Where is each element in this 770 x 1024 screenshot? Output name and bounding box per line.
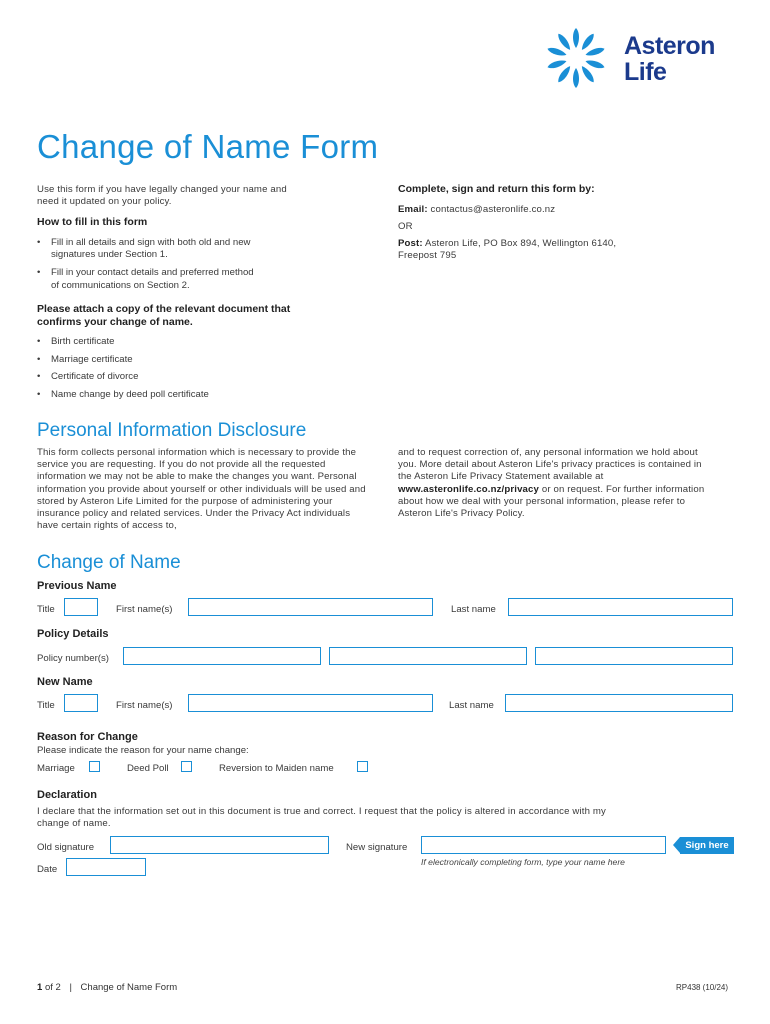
page-number: 1 — [37, 982, 43, 993]
declaration-heading: Declaration — [37, 789, 97, 801]
new-name-heading: New Name — [37, 676, 93, 688]
intro-text: Use this form if you have legally changed your name and need it updated on your policy. — [37, 184, 287, 208]
sign-note: If electronically completing form, type your name here — [421, 857, 625, 867]
prev-title-input[interactable] — [64, 598, 98, 616]
footer-separator: | — [69, 982, 72, 993]
steps-list — [37, 237, 262, 292]
reason-deed-poll-label: Deed Poll — [127, 763, 169, 774]
disclosure-col2 — [398, 447, 708, 520]
prev-title-label: Title — [37, 604, 55, 615]
email-label: Email: — [398, 204, 428, 215]
form-code: RP438 (10/24) — [676, 983, 729, 992]
list-item: • Birth certificate — [37, 336, 297, 348]
new-signature-label: New signature — [346, 842, 408, 853]
reason-marriage-checkbox[interactable] — [89, 761, 100, 772]
page-of: of 2 — [44, 982, 61, 993]
page-title: Change of Name Form — [37, 128, 379, 165]
post-label: Post: — [398, 238, 423, 249]
list-item: • Fill in your contact details and preferred method of communications on Section 2. — [37, 267, 262, 291]
how-to-heading: How to fill in this form — [37, 216, 148, 228]
asteron-star-icon — [540, 22, 612, 94]
reason-deed-poll-checkbox[interactable] — [181, 761, 192, 772]
prev-first-names-input[interactable] — [188, 598, 433, 616]
footer-left — [37, 982, 177, 993]
return-post — [398, 238, 658, 262]
reason-maiden-checkbox[interactable] — [357, 761, 368, 772]
asteron-logo — [540, 22, 740, 94]
policy-number-input-3[interactable] — [535, 647, 733, 665]
disclosure-heading: Personal Information Disclosure — [37, 420, 307, 441]
new-title-label: Title — [37, 700, 55, 711]
old-signature-label: Old signature — [37, 842, 95, 853]
date-label: Date — [37, 864, 58, 875]
prev-last-name-label: Last name — [451, 604, 496, 615]
policy-number-input-1[interactable] — [123, 647, 321, 665]
logo-text-life: Life — [624, 58, 667, 86]
previous-name-heading: Previous Name — [37, 580, 117, 592]
post-value: Asteron Life, PO Box 894, Wellington 6140, Freepost 795 — [398, 238, 617, 262]
list-item: • Name change by deed poll certificate — [37, 389, 297, 401]
new-first-names-input[interactable] — [188, 694, 433, 712]
documents-list — [37, 336, 297, 401]
reason-prompt: Please indicate the reason for your name change: — [37, 745, 249, 756]
return-heading: Complete, sign and return this form by: — [398, 183, 595, 195]
disclosure-col2-b: or on request. For further information about how we deal with your personal information, please refer to Asteron Life's Privacy Policy. — [398, 483, 705, 520]
return-or: OR — [398, 221, 413, 232]
declaration-text: I declare that the information set out in this document is true and correct. I request that the policy is altered in accordance with my change of name. — [37, 806, 606, 830]
reason-heading: Reason for Change — [37, 731, 138, 743]
logo-text-asteron: Asteron — [624, 32, 715, 60]
disclosure-col2-a: and to request correction of, any personal information we hold about you. More detail about Asteron Life's privacy practices is contained in the Asteron Life Privacy Statement available at — [398, 447, 702, 483]
date-input[interactable] — [66, 858, 146, 876]
old-signature-input[interactable] — [110, 836, 329, 854]
email-value[interactable]: contactus@asteronlife.co.nz — [430, 204, 556, 215]
new-signature-input[interactable] — [421, 836, 666, 854]
new-last-name-label: Last name — [449, 700, 494, 711]
list-item: • Certificate of divorce — [37, 371, 297, 383]
new-title-input[interactable] — [64, 694, 98, 712]
change-of-name-heading: Change of Name — [37, 552, 181, 573]
reason-maiden-label: Reversion to Maiden name — [219, 763, 334, 774]
new-last-name-input[interactable] — [505, 694, 733, 712]
policy-details-heading: Policy Details — [37, 628, 109, 640]
footer-doc-title: Change of Name Form — [80, 982, 178, 993]
prev-first-names-label: First name(s) — [116, 604, 173, 615]
reason-marriage-label: Marriage — [37, 763, 75, 774]
privacy-link[interactable]: www.asteronlife.co.nz/privacy — [398, 483, 540, 495]
list-item: • Fill in all details and sign with both old and new signatures under Section 1. — [37, 237, 262, 261]
disclosure-col1: This form collects personal information which is necessary to provide the service you are requesting. If you do not provide all the requested information we may not be able to make the changes you want. Personal information you provide about yourself or other individuals will be used and stored by Asteron Life Limited for the purpose of administering your insurance policy and related services. Under the Privacy Act individuals have certain rights of access to, — [37, 447, 366, 532]
policy-number-input-2[interactable] — [329, 647, 527, 665]
prev-last-name-input[interactable] — [508, 598, 733, 616]
attach-heading: Please attach a copy of the relevant document that confirms your change of name. — [37, 303, 291, 328]
sign-here-tag: Sign here — [680, 837, 734, 854]
list-item: • Marriage certificate — [37, 354, 297, 366]
policy-numbers-label: Policy number(s) — [37, 653, 109, 664]
return-email — [398, 204, 555, 216]
new-first-names-label: First name(s) — [116, 700, 173, 711]
